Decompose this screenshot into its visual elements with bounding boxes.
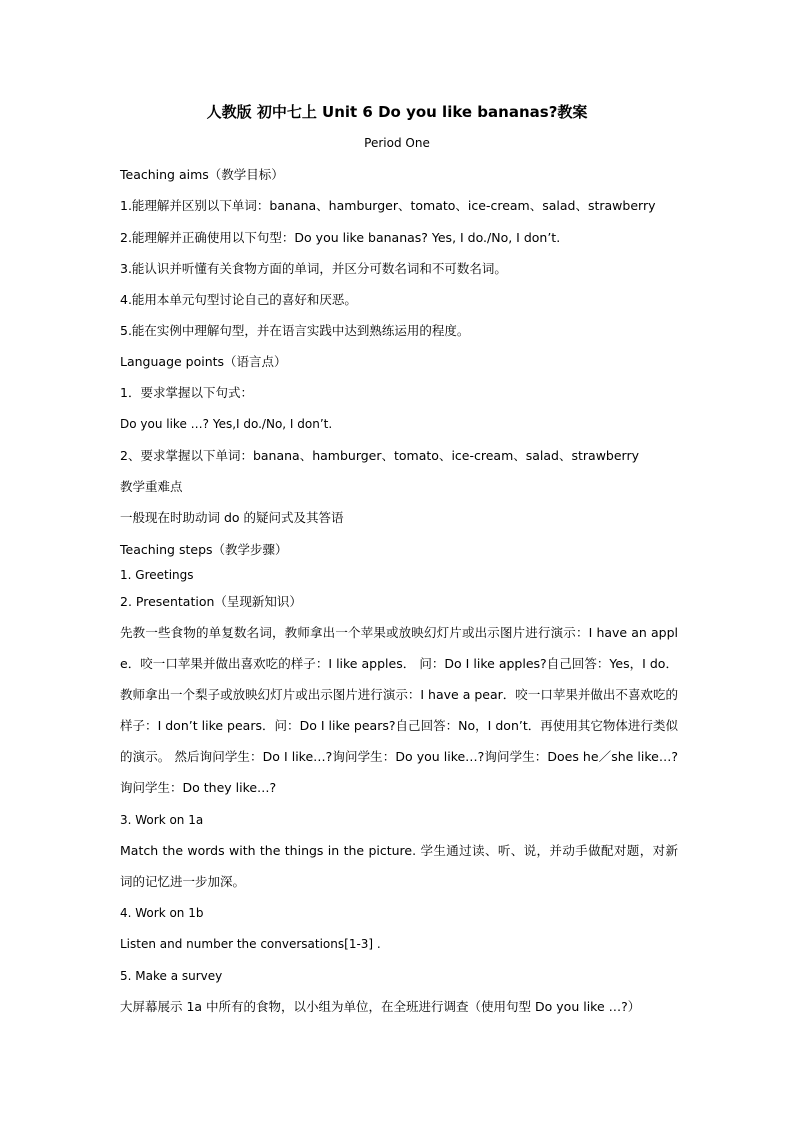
work-1b-text: Listen and number the conversations[1-3] . bbox=[120, 937, 381, 951]
teaching-aims-heading: Teaching aims（教学目标） bbox=[120, 167, 284, 182]
aim-item: 3.能认识并听懂有关食物方面的单词，并区分可数名词和不可数名词。 bbox=[120, 261, 507, 276]
step-work-1a: 3. Work on 1a bbox=[120, 813, 204, 827]
presentation-paragraph: 先教一些食物的单复数名词，教师拿出一个苹果或放映幻灯片或出示图片进行演示：I have an apple．咬一口苹果并做出喜欢吃的样子：I like apples． 问：Do I like apples?自己回答：Yes，I do．教师拿出一个梨子或放映幻灯片或出示图片进行演示：I have a pear．咬一口苹果并做出不喜欢吃的样子：I don’t like pears．问：Do I like pears?自己回答：No，I don’t．再使用其它物体进行类似的演示。 然后询问学生：Do I like…?询问学生：Do you like…?询问学生：Does he／she like…?询问学生：Do they like…? bbox=[120, 625, 678, 795]
period-label: Period One bbox=[364, 136, 430, 150]
language-point-1: 1．要求掌握以下句式： bbox=[120, 385, 253, 400]
aim-item: 4.能用本单元句型讨论自己的喜好和厌恶。 bbox=[120, 292, 357, 307]
key-difficult-heading: 教学重难点 bbox=[120, 479, 183, 494]
aim-item: 1.能理解并区别以下单词：banana、hamburger、tomato、ice-cream、salad、strawberry bbox=[120, 198, 656, 213]
step-survey: 5. Make a survey bbox=[120, 969, 223, 983]
document-title: 人教版 初中七上 Unit 6 Do you like bananas?教案 bbox=[206, 103, 588, 121]
key-difficult-text: 一般现在时助动词 do 的疑问式及其答语 bbox=[120, 510, 344, 525]
teaching-steps-heading: Teaching steps（教学步骤） bbox=[120, 542, 288, 557]
step-greetings: 1. Greetings bbox=[120, 568, 194, 582]
language-point-2: 2、要求掌握以下单词：banana、hamburger、tomato、ice-cream、salad、strawberry bbox=[120, 448, 640, 463]
survey-paragraph: 大屏幕展示 1a 中所有的食物，以小组为单位，在全班进行调查（使用句型 Do you like …?） bbox=[120, 999, 641, 1014]
work-1a-paragraph: Match the words with the things in the picture. 学生通过读、听、说，并动手做配对题，对新词的记忆进一步加深。 bbox=[120, 843, 678, 889]
step-work-1b: 4. Work on 1b bbox=[120, 906, 204, 920]
language-point-1-example: Do you like …? Yes,I do./No, I don’t. bbox=[120, 417, 333, 431]
aim-item: 5.能在实例中理解句型，并在语言实践中达到熟练运用的程度。 bbox=[120, 323, 470, 338]
language-points-heading: Language points（语言点） bbox=[120, 354, 287, 369]
step-presentation: 2. Presentation（呈现新知识） bbox=[120, 594, 302, 609]
aim-item: 2.能理解并正确使用以下句型：Do you like bananas? Yes, I do./No, I don’t. bbox=[120, 230, 561, 245]
